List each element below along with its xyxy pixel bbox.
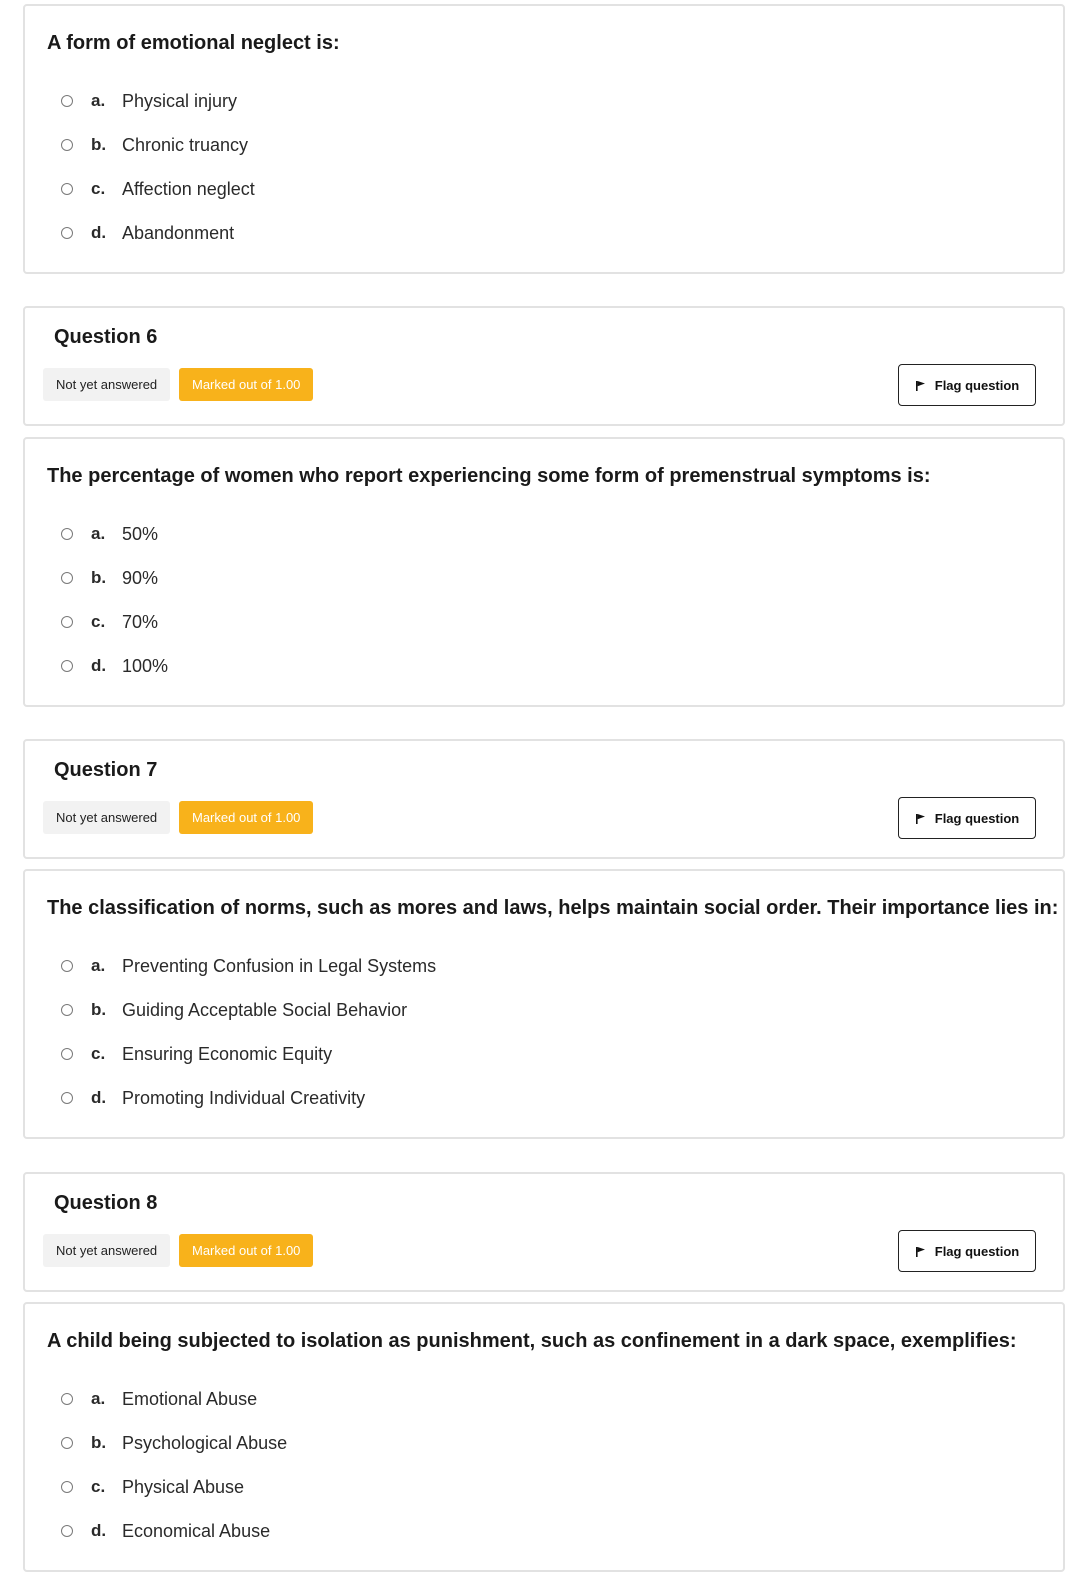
answer-option-a[interactable] — [61, 1377, 258, 1421]
answer-option-a[interactable] — [61, 944, 437, 988]
option-letter: d. — [91, 1088, 107, 1107]
question-text: The percentage of women who report experiencing some form of premenstrual symptoms is: — [47, 465, 931, 487]
flag-icon — [915, 1246, 926, 1257]
question-text: A form of emotional neglect is: — [47, 32, 340, 54]
option-text: Affection neglect — [122, 178, 255, 199]
option-text: Guiding Acceptable Social Behavior — [122, 999, 408, 1020]
answer-option-a[interactable] — [61, 79, 238, 123]
flag-question-label: Flag question — [934, 1243, 1020, 1259]
radio-button[interactable] — [61, 139, 73, 151]
radio-button[interactable] — [61, 1437, 73, 1449]
option-text: 100% — [122, 655, 169, 676]
radio-button[interactable] — [61, 572, 73, 584]
question-text: The classification of norms, such as mores and laws, helps maintain social order. Their importance lies in: — [47, 897, 1059, 919]
option-text: Physical Abuse — [122, 1476, 245, 1497]
radio-button[interactable] — [61, 1481, 73, 1493]
option-letter: d. — [91, 223, 107, 242]
marked-badge: Marked out of 1.00 — [179, 801, 313, 834]
radio-button[interactable] — [61, 1525, 73, 1537]
radio-button[interactable] — [61, 960, 73, 972]
answer-option-d[interactable] — [61, 211, 235, 255]
answer-option-c[interactable] — [61, 600, 159, 644]
answer-option-b[interactable] — [61, 988, 408, 1032]
status-badge: Not yet answered — [43, 801, 170, 834]
question-6-header — [23, 306, 1065, 426]
option-letter: c. — [91, 179, 106, 198]
option-letter: a. — [91, 91, 106, 110]
option-text: Psychological Abuse — [122, 1432, 288, 1453]
answer-options — [61, 79, 255, 255]
option-text: Ensuring Economic Equity — [122, 1043, 333, 1064]
answer-option-d[interactable] — [61, 1509, 271, 1553]
marked-badge: Marked out of 1.00 — [179, 368, 313, 401]
option-text: Preventing Confusion in Legal Systems — [122, 955, 437, 976]
radio-button[interactable] — [61, 227, 73, 239]
option-letter: b. — [91, 1433, 107, 1452]
radio-button[interactable] — [61, 1393, 73, 1405]
option-text: 50% — [122, 523, 159, 544]
question-8-header — [23, 1172, 1065, 1292]
radio-button[interactable] — [61, 528, 73, 540]
radio-button[interactable] — [61, 660, 73, 672]
radio-button[interactable] — [61, 1092, 73, 1104]
status-badge: Not yet answered — [43, 368, 170, 401]
option-letter: b. — [91, 568, 107, 587]
answer-option-b[interactable] — [61, 556, 159, 600]
status-badge: Not yet answered — [43, 1234, 170, 1267]
option-letter: c. — [91, 612, 106, 631]
question-title: Question 6 — [54, 326, 158, 348]
answer-option-d[interactable] — [61, 644, 169, 688]
question-7-header — [23, 739, 1065, 859]
answer-option-d[interactable] — [61, 1076, 366, 1120]
flag-icon — [915, 380, 926, 391]
answer-option-c[interactable] — [61, 1032, 333, 1076]
flag-question-button[interactable] — [898, 364, 1036, 406]
question-text: A child being subjected to isolation as punishment, such as confinement in a dark space, exemplifies: — [47, 1330, 1017, 1352]
answer-options — [61, 1377, 288, 1553]
answer-option-c[interactable] — [61, 1465, 245, 1509]
flag-question-label: Flag question — [934, 377, 1020, 393]
answer-option-b[interactable] — [61, 1421, 288, 1465]
radio-button[interactable] — [61, 1048, 73, 1060]
question-6-body — [23, 437, 1065, 707]
answer-options — [61, 512, 169, 688]
option-text: Emotional Abuse — [122, 1388, 258, 1409]
radio-button[interactable] — [61, 95, 73, 107]
option-text: Abandonment — [122, 222, 235, 243]
marked-badge: Marked out of 1.00 — [179, 1234, 313, 1267]
option-text: Physical injury — [122, 90, 238, 111]
answer-option-b[interactable] — [61, 123, 249, 167]
answer-options — [61, 944, 437, 1120]
question-title: Question 7 — [54, 759, 158, 781]
question-title: Question 8 — [54, 1192, 158, 1214]
radio-button[interactable] — [61, 183, 73, 195]
option-letter: b. — [91, 135, 107, 154]
option-text: 70% — [122, 611, 159, 632]
flag-question-label: Flag question — [934, 810, 1020, 826]
question-7-body — [23, 869, 1065, 1139]
flag-question-button[interactable] — [898, 1230, 1036, 1272]
question-8-body — [23, 1302, 1065, 1572]
option-letter: c. — [91, 1477, 106, 1496]
radio-button[interactable] — [61, 616, 73, 628]
option-letter: a. — [91, 524, 106, 543]
option-letter: d. — [91, 656, 107, 675]
option-letter: b. — [91, 1000, 107, 1019]
option-letter: d. — [91, 1521, 107, 1540]
option-text: Economical Abuse — [122, 1520, 271, 1541]
option-letter: c. — [91, 1044, 106, 1063]
option-text: Chronic truancy — [122, 134, 249, 155]
answer-option-a[interactable] — [61, 512, 159, 556]
option-text: Promoting Individual Creativity — [122, 1087, 366, 1108]
radio-button[interactable] — [61, 1004, 73, 1016]
option-letter: a. — [91, 956, 106, 975]
flag-question-button[interactable] — [898, 797, 1036, 839]
option-letter: a. — [91, 1389, 106, 1408]
flag-icon — [915, 813, 926, 824]
question-5-body — [23, 4, 1065, 274]
answer-option-c[interactable] — [61, 167, 255, 211]
option-text: 90% — [122, 567, 159, 588]
